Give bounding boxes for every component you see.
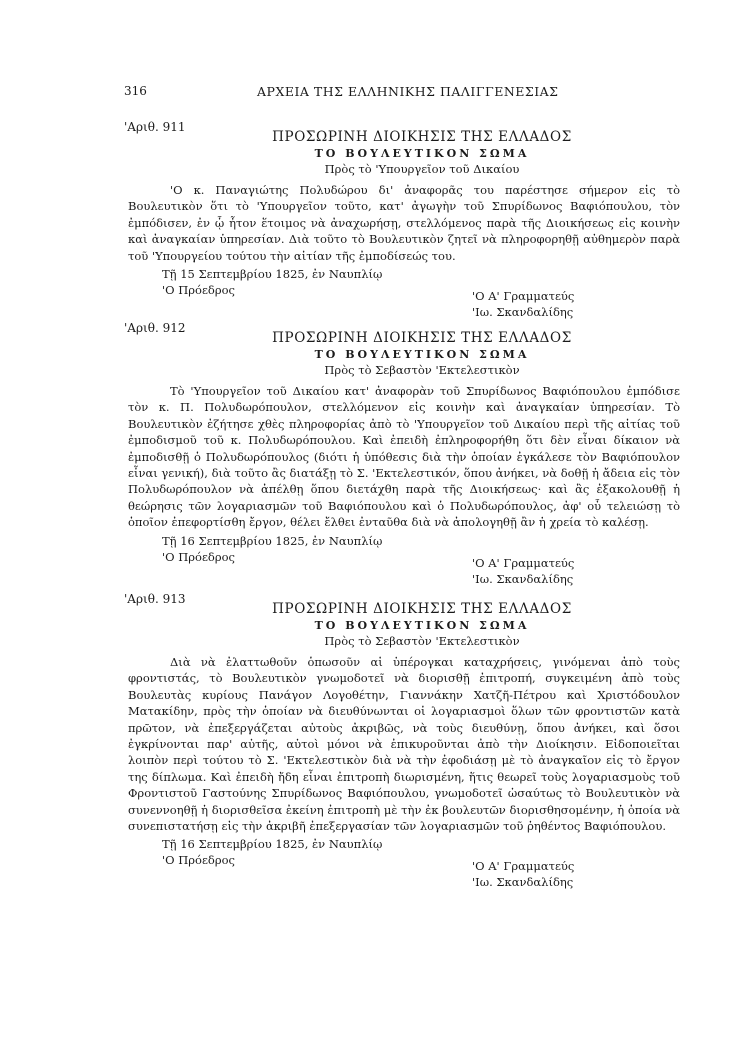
- document-911: [124, 120, 680, 320]
- president-label: 'Ο Πρόεδρος: [162, 853, 235, 868]
- body-paragraph: Τὸ 'Υπουργεῖον τοῦ Δικαίου κατ' ἀναφορὰν τοῦ Σπυρίδωνος Βαφιόπουλου ἐμπόδισε τὸν κ. Π. Πολυδωρόπουλον, στελλόμενον εἰς κοινὴν καὶ ἀναγκαίαν ὑπηρεσίαν. Τὸ Βουλευτικὸν ἐζήτησε χθὲς πληροφορίας ἀπὸ τὸ 'Υπουργεῖον τοῦ Δικαίου περὶ τῆς αἰτίας τοῦ ἐμποδισμοῦ τοῦ κ. Πολυδωρόπουλου. Καὶ ἐπειδὴ ἐπληροφορήθη ὅτι δὲν εἶναι δίκαιον νὰ ἐμποδισθῇ ὁ Πολυδωρόπουλος (διότι ἡ ὑπόθεσις διὰ τὴν ὁποίαν ἐγκάλεσε τὸν Βαφιόπουλον εἶναι γενική), διὰ τοῦτο ἂς διατάξῃ τὸ Σ. 'Εκτελεστικόν, ὅπου ἀνήκει, νὰ δοθῇ ἡ ἄδεια εἰς τὸν Πολυδωρόπουλον νὰ ἀπέλθῃ ὅπου διετάχθη παρὰ τῆς Διοικήσεως· καὶ ἂς ἐξακολουθῇ ἡ θεώρησις τῶν λογαριασμῶν τοῦ Βαφιόπουλου καὶ ὁ Πολυδωρόπουλος, ἀφ' οὗ τελειώσῃ τὸ ὁποῖον ἐπεφορτίσθη ἔργον, θέλει ἔλθει ἐνταῦθα διὰ νὰ ἀπολογηθῇ ἂν ἡ χρεία τὸ καλέσῃ.: [128, 384, 680, 530]
- president-label: 'Ο Πρόεδρος: [162, 549, 235, 564]
- document-addressee: Πρὸς τὸ 'Υπουργεῖον τοῦ Δικαίου: [324, 162, 520, 176]
- secretary-title: 'Ο Α' Γραμματεύς: [472, 859, 575, 874]
- signature-block: [124, 533, 680, 586]
- body-paragraph: Διὰ νὰ ἐλαττωθοῦν ὁπωσοῦν αἱ ὑπέρογκαι καταχρήσεις, γινόμεναι ἀπὸ τοὺς φροντιστάς, τὸ Βουλευτικὸν γνωμοδοτεῖ νὰ διορισθῇ ἐπιτροπή, συγκειμένη ἀπὸ τοὺς Βουλευτὰς κυρίους Πανάγον Λογοθέτην, Γιαννάκην Χατζῆ-Πέτρου καὶ Χριστόδουλον Ματακίδην, πρὸς τὴν ὁποίαν νὰ διευθύνωνται οἱ λογαριασμοὶ ὅλων τῶν φροντιστῶν κατὰ πρῶτον, νὰ ἐπεξεργάζεται αὐτοὺς ἀκριβῶς, νὰ τοὺς διευθύνῃ, ὅπου ἀνήκει, καὶ ὅσοι ἐγκρίνονται παρ' αὐτῆς, αὐτοὶ μόνοι νὰ ἐπικυροῦνται ἀπὸ τὴν Διοίκησιν. Εἰδοποιεῖται λοιπὸν περὶ τούτου τὸ Σ. 'Εκτελεστικὸν διὰ νὰ τὴν ἐφοδιάσῃ μὲ τὸ ἀναγκαῖον εἰς τὸ ἔργον της δίπλωμα. Καὶ ἐπειδὴ ἤδη εἶναι ἐπιτροπὴ διωρισμένη, ἥτις θεωρεῖ τοὺς λογαριασμοὺς τοῦ Φροντιστοῦ Γαστούνης Σπυρίδωνος Βαφιόπουλου, γνωμοδοτεῖ ὡσαύτως τὸ Βουλευτικὸν νὰ συνεννοηθῇ ἡ διορισθεῖσα ἐκείνη ἐπιτροπὴ μὲ τὴν ἐκ βουλευτῶν διορισθησομένην, ἡ ὁποία νὰ συνεπιστατήσῃ εἰς τὴν ἀκριβῆ ἐπεξεργασίαν τῶν λογαριασμῶν τοῦ ῥηθέντος Βαφιόπουλου.: [128, 655, 680, 834]
- president-label: 'Ο Πρόεδρος: [162, 283, 235, 298]
- document-body: [128, 383, 680, 531]
- document-date: Τῇ 15 Σεπτεμβρίου 1825, ἐν Ναυπλίῳ: [162, 267, 383, 282]
- secretary-name: 'Ιω. Σκανδαλίδης: [472, 305, 574, 320]
- document-subtitle: ΤΟ ΒΟΥΛΕΥΤΙΚΟΝ ΣΩΜΑ: [314, 619, 530, 632]
- signature-block: [124, 266, 680, 320]
- document-title: ΠΡΟΣΩΡΙΝΗ ΔΙΟΙΚΗΣΙΣ ΤΗΣ ΕΛΛΑΔΟΣ: [272, 330, 572, 346]
- document-body: [128, 654, 680, 834]
- document-addressee: Πρὸς τὸ Σεβαστὸν 'Εκτελεστικὸν: [324, 634, 520, 648]
- running-title: ΑΡΧΕΙΑ ΤΗΣ ΕΛΛΗΝΙΚΗΣ ΠΑΛΙΓΓΕΝΕΣΙΑΣ: [257, 84, 559, 99]
- secretary-title: 'Ο Α' Γραμματεύς: [472, 289, 575, 304]
- document-date: Τῇ 16 Σεπτεμβρίου 1825, ἐν Ναυπλίῳ: [162, 837, 383, 852]
- document-title: ΠΡΟΣΩΡΙΝΗ ΔΙΟΙΚΗΣΙΣ ΤΗΣ ΕΛΛΑΔΟΣ: [272, 129, 572, 145]
- document-subtitle: ΤΟ ΒΟΥΛΕΥΤΙΚΟΝ ΣΩΜΑ: [314, 348, 530, 361]
- document-912: [124, 321, 680, 586]
- secretary-name: 'Ιω. Σκανδαλίδης: [472, 571, 574, 586]
- document-number: 'Αριθ. 913: [124, 592, 186, 606]
- secretary-name: 'Ιω. Σκανδαλίδης: [472, 875, 574, 890]
- running-head: [124, 84, 664, 104]
- document-addressee: Πρὸς τὸ Σεβαστὸν 'Εκτελεστικὸν: [324, 363, 520, 377]
- signature-block: [124, 836, 680, 890]
- document-date: Τῇ 16 Σεπτεμβρίου 1825, ἐν Ναυπλίῳ: [162, 533, 383, 548]
- body-paragraph: 'Ο κ. Παναγιώτης Πολυδώρου δι' ἀναφορᾶς του παρέστησε σήμερον εἰς τὸ Βουλευτικὸν ὅτι τὸ 'Υπουργεῖον τοῦτο, κατ' ἀγωγὴν τοῦ Σπυρίδωνος Βαφιόπουλου, τὸν ἐμπόδισεν, ἐν ᾧ ἦτον ἕτοιμος νὰ ἀναχωρήσῃ, στελλόμενος παρὰ τῆς Διοικήσεως εἰς κοινὴν καὶ ἀναγκαίαν ὑπηρεσίαν. Διὰ τοῦτο τὸ Βουλευτικὸν ζητεῖ νὰ πληροφορηθῇ αὐθημερὸν παρὰ τοῦ 'Υπουργείου τούτου τὴν αἰτίαν τῆς ἐμποδίσεώς του.: [128, 183, 680, 263]
- page-number: 316: [124, 84, 147, 98]
- document-body: [128, 182, 680, 264]
- document-title: ΠΡΟΣΩΡΙΝΗ ΔΙΟΙΚΗΣΙΣ ΤΗΣ ΕΛΛΑΔΟΣ: [272, 601, 572, 617]
- document-number: 'Αριθ. 911: [124, 120, 186, 134]
- document-number: 'Αριθ. 912: [124, 321, 186, 335]
- secretary-title: 'Ο Α' Γραμματεύς: [472, 555, 575, 570]
- document-913: [124, 592, 680, 890]
- document-subtitle: ΤΟ ΒΟΥΛΕΥΤΙΚΟΝ ΣΩΜΑ: [314, 147, 530, 160]
